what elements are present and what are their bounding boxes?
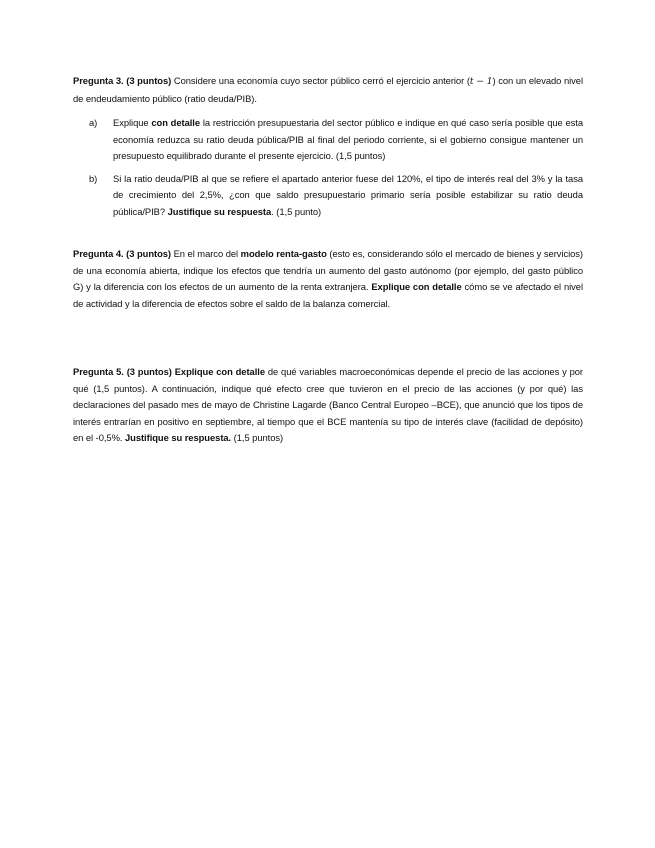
item-b-marker: b) — [89, 172, 98, 184]
question-4-text-3: cómo se ve afectado el nivel de actividad y la diferencia de efectos sobre el saldo de la balanza comercial. — [73, 281, 583, 309]
question-4-text-1: En el marco del — [170, 248, 241, 259]
question-4 — [73, 246, 583, 312]
question-5-points: (3 puntos) — [126, 366, 172, 377]
question-3-text: Considere una economía cuyo sector público cerró el ejercicio anterior ( — [171, 75, 470, 86]
item-a-marker: a) — [89, 117, 98, 128]
question-3-text-end: ) con un elevado nivel de endeudamiento público (ratio deuda/PIB). — [73, 75, 584, 104]
question-3-points: (3 puntos) — [126, 75, 172, 86]
question-4-text-2: (esto es, considerando sólo el mercado de bienes y servicios) de una economía abierta, indique los efectos que tendría un aumento del gasto autónomo (por ejemplo, del gasto público G) y la diferencia con los efectos de un aumento de la renta extranjera. — [73, 248, 583, 292]
question-3-math: t − 1 — [469, 77, 493, 87]
item-a-bold: con detalle — [151, 117, 201, 128]
question-3 — [73, 73, 583, 226]
question-5 — [73, 364, 583, 447]
question-5-bold-2: Justifique su respuesta. — [124, 432, 232, 443]
item-b-text-after: . (1,5 punto) — [271, 205, 322, 217]
question-3-subitems — [73, 115, 583, 220]
item-b-text-before: Si la ratio deuda/PIB al que se refiere el apartado anterior fuese del 120%, el tipo de interés real del 3% y la tasa de crecimiento del 2,5%, ¿con que saldo presupuestario primario sería posible estabilizar su ratio deuda pública/PIB? — [113, 172, 583, 217]
question-4-label: Pregunta 4. — [73, 248, 124, 259]
item-b-bold: Justifique su respuesta — [167, 205, 272, 217]
question-3-label: Pregunta 3. — [73, 75, 124, 86]
question-3-item-b — [73, 171, 583, 221]
item-a-text-before: Explique — [113, 117, 152, 128]
question-5-text-1: de qué variables macroeconómicas depende el precio de las acciones y por qué (1,5 puntos). A continuación, indique qué efecto cree que tuvieron en el precio de las acciones (y por qué) las declaraciones del pasado mes de mayo de Christine Lagarde (Banco Central Europeo –BCE), que anunció que los tipos de interés entrarían en positivo en septiembre, al tiempo que el BCE mantenía su tipo de interés clave (facilidad de depósito) en el -0,5%. — [73, 366, 583, 443]
question-4-bold-2: Explique con detalle — [371, 281, 462, 292]
question-5-text-2: (1,5 puntos) — [231, 432, 284, 443]
question-3-intro — [73, 73, 583, 107]
question-5-bold-1: Explique con detalle — [174, 366, 265, 377]
question-4-bold-1: modelo renta-gasto — [240, 248, 327, 259]
item-a-text-after: la restricción presupuestaria del sector público e indique en qué caso sería posible que esta economía reduzca su ratio deuda pública/PIB al final del periodo corriente, si el gobierno consigue mantener un presupuesto equilibrado durante el presente ejercicio. (1,5 puntos) — [113, 117, 584, 161]
question-3-item-a — [73, 115, 583, 165]
question-4-points: (3 puntos) — [126, 248, 171, 259]
question-5-label: Pregunta 5. — [73, 366, 124, 377]
